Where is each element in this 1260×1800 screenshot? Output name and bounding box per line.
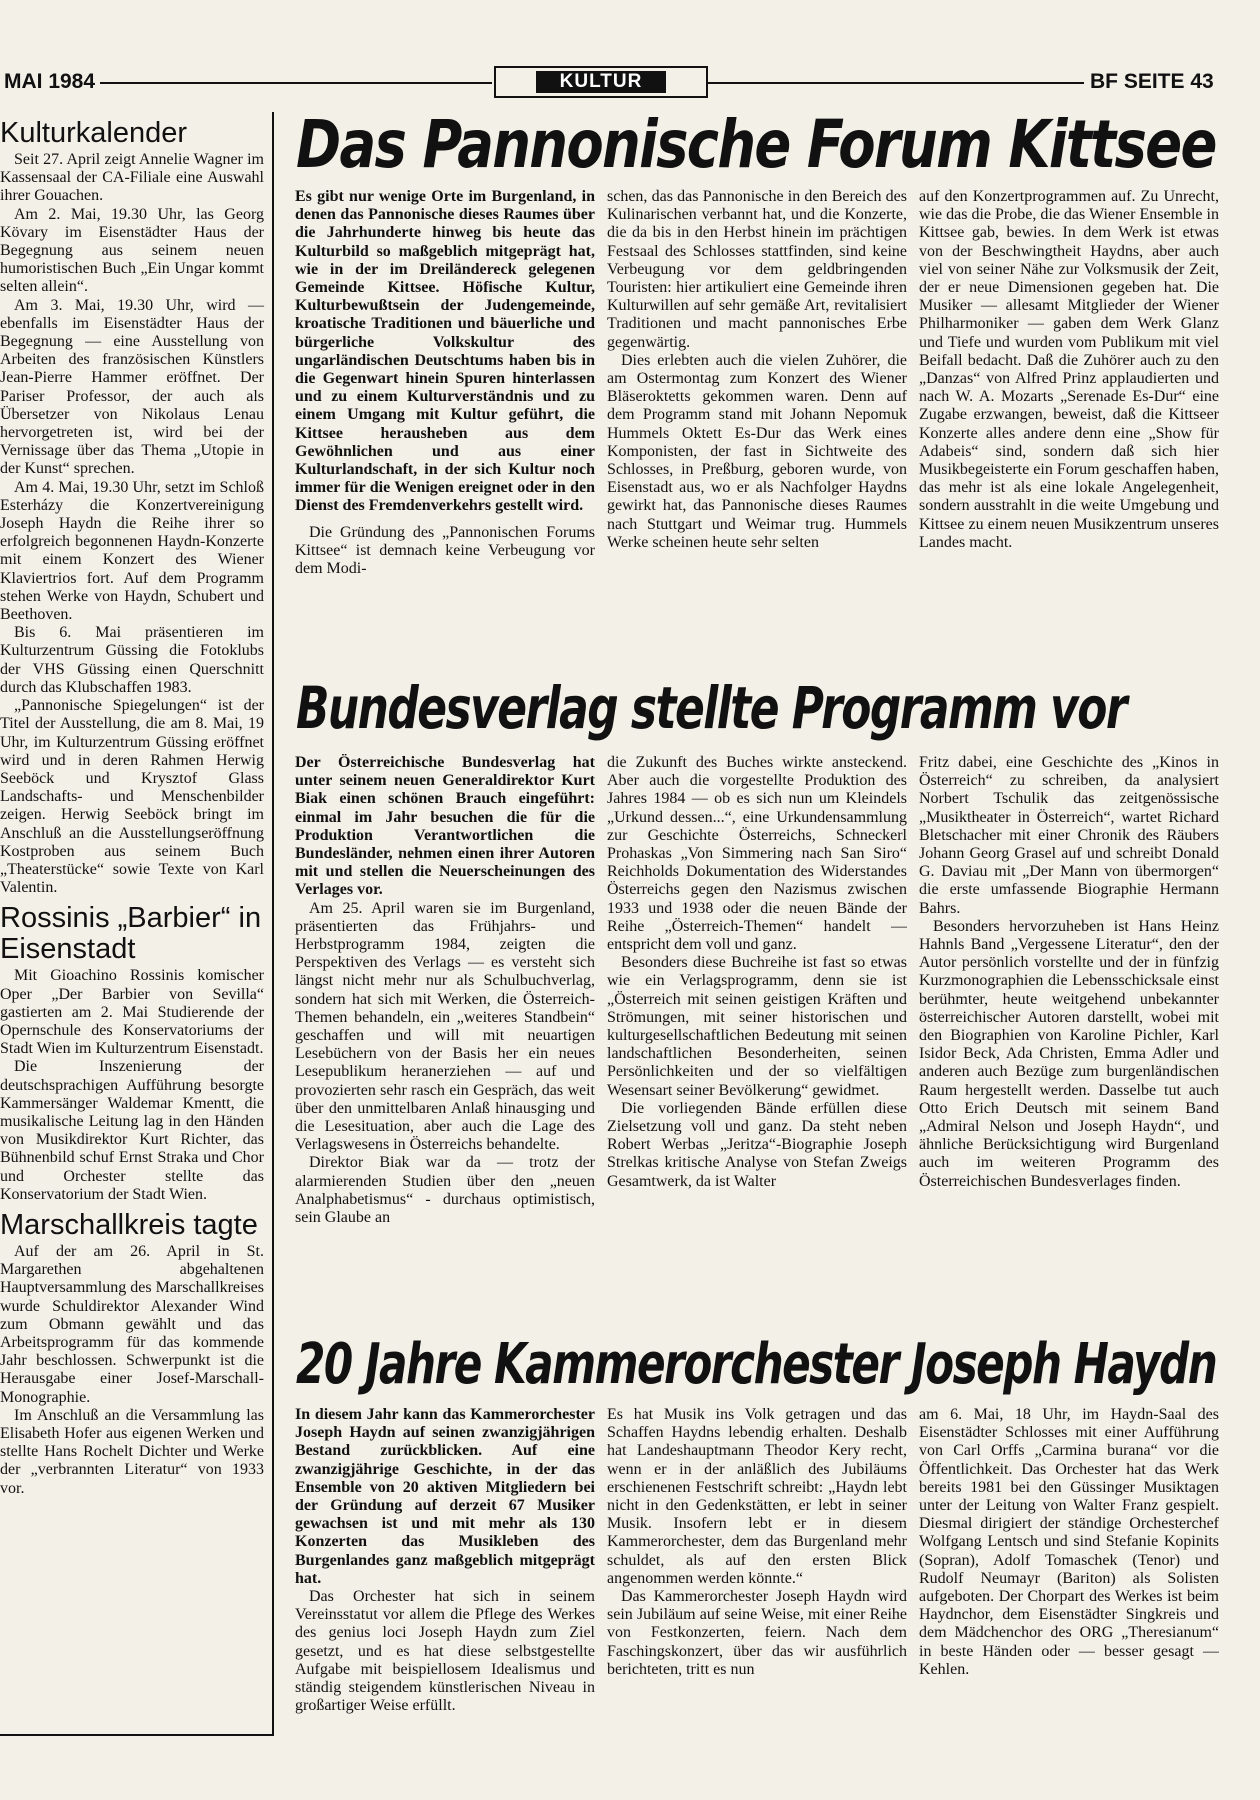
- rossini-block: [0, 903, 272, 1204]
- kulturkalender-paragraph: Am 4. Mai, 19.30 Uhr, setzt im Schloß Esterházy die Konzertvereinigung Joseph Haydn die Reihe ihrer so erfolgreich begonnenen Haydn-Konzerte mit einem Konzert des Wiener Klaviertrios fort. Auf dem Programm stehen Werke von Haydn, Schubert und Beethoven.: [0, 478, 264, 624]
- headline-kammerorchester: 20 Jahre Kammerorchester Joseph Haydn: [296, 1332, 1217, 1397]
- rossini-paragraph: Mit Gioachino Rossinis komischer Oper „Der Barbier von Sevilla“ gastierten am 2. Mai Studierende der Opernschule des Konservatoriums der Stadt Wien im Kulturzentrum Eisenstadt.: [0, 967, 264, 1058]
- article-paragraph: auf den Konzertprogrammen auf. Zu Unrecht, wie das die Probe, die das Wiener Ensemble in Kittsee gab, bewies. In dem Werk ist etwas von der Beschwingtheit Haydns, aber auch viel von seiner Nähe zur Volksmusik der Zeit, der er neue Dimensionen gegeben hat. Die Musiker — allesamt Mitglieder der Wiener Philharmoniker — gaben dem Werk Glanz und Tiefe und wurden vom Publikum mit viel Beifall bedacht. Daß die Zuhörer auch zu den „Danzas“ von Alfred Prinz applaudierten und nach W. A. Mozarts „Serenade Es-Dur“ eine Zugabe erzwangen, beweist, daß die Kittseer Konzerte alles andere denn eine „Show für Adabeis“ sind, sondern daß sich hier Musikbegeisterte ein Forum geschaffen haben, das mehr ist als eine lokale Angelegenheit, sondern ausstrahlt in die weite Umgebung und Kittsee zu einem neuen Musikzentrum unseres Landes macht.: [919, 188, 1219, 551]
- kulturkalender-block: [0, 118, 272, 897]
- article-paragraph: Besonders diese Buchreihe ist fast so etwas wie ein Verlagsprogramm, denn sie ist „Österreich mit seinen geistigen Kräften und Strömungen, mit seiner historischen und kulturgesellschaftlichen Bedeutung mit seinen landschaftlichen Besonderheiten, seinen Persönlichkeiten und der so vielfältigen Wesensart seiner Bevölkerung“ gewidmet.: [607, 954, 907, 1099]
- kulturkalender-paragraph: Seit 27. April zeigt Annelie Wagner im Kassensaal der CA-Filiale eine Auswahl ihrer Gouachen.: [0, 151, 264, 205]
- page-header: [0, 66, 1260, 96]
- kulturkalender-paragraph: Am 2. Mai, 19.30 Uhr, las Georg Kövary im Eisenstädter Haus der Begegnung aus seinem neuen humoristischen Buch „Ein Ungar kommt selten allein“.: [0, 205, 264, 296]
- article-paragraph: Die Gründung des „Pannonischen Forums Kittsee“ ist demnach keine Verbeugung vor dem Modi-: [295, 523, 595, 578]
- article-bundesverlag: [295, 754, 1220, 1316]
- issue-date: MAI 1984: [4, 70, 96, 93]
- rossini-title: Rossinis „Barbier“ in Eisenstadt: [0, 902, 262, 966]
- kulturkalender-paragraph: „Pannonische Spiegelungen“ ist der Titel der Ausstellung, die am 8. Mai, 19 Uhr, im Kulturzentrum Güssing eröffnet wird und in deren Rahmen Herwig Seeböck und Krysztof Glass Landschafts- und Menschenbilder zeigen. Herwig Seeböck bringt im Anschluß an die Ausstellungseröffnung Kostproben aus seinem Buch „Theaterstücke“ sowie Texte von Karl Valentin.: [0, 697, 264, 897]
- article-column: [919, 754, 1219, 1316]
- article-paragraph: Die vorliegenden Bände erfüllen diese Zielsetzung voll und ganz. Da steht neben Robert Werbas „Jeritza“-Biographie Joseph Strelkas kritische Analyse von Stefan Zweigs Gesamtwerk, da ist Walter: [607, 1099, 907, 1190]
- marschallkreis-paragraph: Im Anschluß an die Versammlung las Elisabeth Hofer aus eigenen Werken und stellte Hans Rochelt Dichter und Werke der „verbrannten Literatur“ von 1933 vor.: [0, 1406, 264, 1497]
- article-kammerorchester: [295, 1406, 1220, 1736]
- kulturkalender-paragraph: Bis 6. Mai präsentieren im Kulturzentrum Güssing die Fotoklubs der VHS Güssing einen Querschnitt durch das Klubschaffen 1983.: [0, 624, 264, 696]
- article-column: [295, 188, 595, 660]
- article-paragraph: die Zukunft des Buches wirkte ansteckend. Aber auch die vorgestellte Produktion des Jahres 1984 — ob es sich nun um Kleindels „Urkund dessen...“, eine Urkundensammlung zur Geschichte Österreichs, Schneckerl Prohaskas „Von Simmering nach San Siro“ Reichholds Dokumentation des Widerstandes Österreichs gegen den Nazismus zwischen 1933 und 1938 oder die neuen Bände der Reihe „Österreich-Themen“ handelt — entspricht dem voll und ganz.: [607, 754, 907, 954]
- article-paragraph: Fritz dabei, eine Geschichte des „Kinos in Österreich“ zu schreiben, da analysiert Norbert Tschulik das zeitgenössische „Musiktheater in Österreich“, wartet Richard Bletschacher mit einer Chronik des Räubers Johann Georg Grasel auf und schreibt Donald G. Daviau mit „Der Mann von übermorgen“ die erste umfassende Biographie Hermann Bahrs.: [919, 754, 1219, 917]
- article-lead: In diesem Jahr kann das Kammerorchester Joseph Haydn auf seinen zwanzigjährigen Bestand zurückblicken. Auf eine zwanzigjährige Geschichte, in der das Ensemble von 20 aktiven Mitgliedern bei der Gründung auf derzeit 67 Musiker gewachsen ist und mit mehr als 130 Konzerten das Musikleben des Burgenlandes ganz maßgeblich mitgeprägt hat.: [295, 1406, 595, 1587]
- article-column: [295, 1406, 595, 1736]
- kulturkalender-paragraph: Am 3. Mai, 19.30 Uhr, wird — ebenfalls im Eisenstädter Haus der Begegnung — eine Ausstellung von Arbeiten des französischen Künstlers Jean-Pierre Hammer eröffnet. Der Pariser Professor, der auch als Übersetzer von Nikolaus Lenau hervorgetreten ist, wird bei der Vernissage über das Thema „Utopie in der Kunst“ sprechen.: [0, 296, 264, 478]
- marschallkreis-block: [0, 1210, 272, 1498]
- article-paragraph: Dies erlebten auch die vielen Zuhörer, die am Ostermontag zum Konzert des Wiener Bläseroktetts gekommen waren. Denn auf dem Programm stand mit Johann Nepomuk Hummels Oktett Es-Dur das Werk eines Komponisten, der fast in Sichtweite des Schlosses, in Preßburg, geboren wurde, von Eisenstadt aus, wo er als Nachfolger Haydns gewirkt hat, das Pannonische dieses Raumes nach Stuttgart und Weimar trug. Hummels Werke scheinen heute sehr selten: [607, 351, 907, 551]
- article-paragraph: am 6. Mai, 18 Uhr, im Haydn-Saal des Eisenstädter Schlosses mit einer Aufführung von Carl Orffs „Carmina burana“ vor die Öffentlichkeit. Das Orchester hat das Werk bereits 1981 bei den Güssinger Musiktagen unter der Leitung von Walter Franz gespielt. Diesmal dirigiert der ständige Orchesterchef Wolfgang Lentsch und sind Stefanie Kopinits (Sopran), Adolf Tomaschek (Tenor) und Rudolf Neumayr (Bariton) als Solisten aufgeboten. Der Chorpart des Werkes ist beim Haydnchor, dem Eisenstädter Singkreis und dem Mädchenchor des ORG „Theresianum“ in beste Händen oder — besser gesagt — Kehlen.: [919, 1406, 1219, 1678]
- article-column: [607, 188, 907, 660]
- section-label: KULTUR: [494, 66, 708, 98]
- article-paragraph: Am 25. April waren sie im Burgenland, präsentierten das Frühjahrs- und Herbstprogramm 1984, zeigten die Perspektiven des Verlags — es versteht sich längst nicht mehr nur als Schulbuchverlag, sondern hat sich mit Werken, die Österreich-Themen behandeln, ein „weiteres Standbein“ geschaffen und will mit neuartigen Lesebüchern von der Basis her ein neues Lesepublikum heranerziehen — auf und provozierten sehr rasch ein Gespräch, das weit über den unmittelbaren Anlaß hinausging und die Lesesituation, aber auch die Lage des Verlagswesens in Österreichs behandelte.: [295, 899, 595, 1154]
- header-rule-right: [706, 82, 1084, 84]
- article-column: [295, 754, 595, 1316]
- article-paragraph: Das Orchester hat sich in seinem Vereinsstatut vor allem die Pflege des Werkes des genius loci Joseph Haydn zum Ziel gesetzt, und es hat diese selbstgestellte Aufgabe mit beispiellosem Idealismus und ständig steigendem künstlerischen Niveau in großartiger Weise erfüllt.: [295, 1588, 595, 1715]
- article-column: [919, 1406, 1219, 1736]
- article-column: [607, 1406, 907, 1736]
- marschallkreis-paragraph: Auf der am 26. April in St. Margarethen abgehaltenen Hauptversammlung des Marschallkreises wurde Schuldirektor Alexander Wind zum Obmann gewählt und das Arbeitsprogramm für das kommende Jahr beschlossen. Schwerpunkt ist die Herausgabe einer Josef-Marschall-Monographie.: [0, 1242, 264, 1406]
- header-rule-left: [100, 82, 492, 84]
- article-column: [607, 754, 907, 1316]
- headline-bundesverlag: Bundesverlag stellte Programm vor: [296, 674, 1127, 742]
- article-lead: Es gibt nur wenige Orte im Burgenland, in denen das Pannonische dieses Raumes über die Jahrhunderte hinweg bis heute das Kulturbild so maßgeblich mitgeprägt hat, wie in der im Dreiländereck gelegenen Gemeinde Kittsee. Höfische Kultur, Kulturbewußtsein der Judengemeinde, kroatische Traditionen und bäuerliche und bürgerliche Volkskultur des ungarländischen Deutschtums haben bis in die Gegenwart hinein Spuren hinterlassen und zu einem Kulturverständnis und zu einem Umgang mit Kultur geführt, die Kittsee herausheben aus dem Gewöhnlichen und aus einer Kulturlandschaft, in der sich Kultur noch immer für die Wenigen ereignet oder in den Dienst des Fremdenverkehrs gestellt wird.: [295, 188, 595, 515]
- article-paragraph: schen, das das Pannonische in den Bereich des Kulinarischen verbannt hat, und die Konzerte, die da bis in den Herbst hinein im prächtigen Festsaal des Schlosses stattfinden, sind keine Verbeugung vor dem geldbringenden Touristen: hier artikuliert eine Gemeinde ihren Kulturwillen auf sehr gemäße Art, revitalisiert Traditionen und macht pannonisches Erbe gegenwärtig.: [607, 188, 907, 351]
- sidebar-culture-calendar: [0, 112, 274, 1736]
- article-paragraph: Es hat Musik ins Volk getragen und das Schaffen Haydns lebendig erhalten. Deshalb hat Landeshauptmann Theodor Kery recht, wenn er in der anläßlich des Jubiläums erschienenen Festschrift schreibt: „Haydn lebt nicht in den Gedenkstätten, er lebt in seiner Musik. Insofern lebt er in diesem Kammerorchester, dem das Burgenland mehr schuldet, als auf den ersten Blick angenommen werden könnte.“: [607, 1406, 907, 1587]
- article-column: [919, 188, 1219, 660]
- page-number: BF SEITE 43: [1090, 70, 1214, 93]
- article-paragraph: Das Kammerorchester Joseph Haydn wird sein Jubiläum auf seine Weise, mit einer Reihe von Festkonzerten, feiern. Nach dem Faschingskonzert, über das wir ausführlich berichteten, tritt es nun: [607, 1588, 907, 1678]
- rossini-paragraph: Die Inszenierung der deutschsprachigen Aufführung besorgte Kammersänger Waldemar Kmentt, die musikalische Leitung lag in den Händen von Musikdirektor Kurt Richter, das Bühnenbild schuf Ernst Straka und Chor und Orchester stellte das Konservatorium der Stadt Wien.: [0, 1058, 264, 1203]
- article-paragraph: Besonders hervorzuheben ist Hans Heinz Hahnls Band „Vergessene Literatur“, den der Autor persönlich vorstellte und der in fünfzig Kurzmonographien die Lebensschicksale einst berühmter, heute weitgehend unbekannter österreichischer Autoren darstellt, wobei mit den Biographien von Karoline Pichler, Karl Isidor Beck, Ada Christen, Emma Adler und anderen auch Bezüge zum burgenländischen Raum hergestellt werden. Dasselbe tut auch Otto Erich Deutsch mit seinem Band „Admiral Nelson und Joseph Haydn“, und ähnliche Berücksichtigung wird Burgenland auch im weiteren Programm des Österreichischen Bundesverlages finden.: [919, 917, 1219, 1190]
- article-paragraph: Direktor Biak war da — trotz der alarmierenden Studien über den „neuen Analphabetismus“ - durchaus optimistisch, sein Glaube an: [295, 1154, 595, 1227]
- kulturkalender-title: Kulturkalender: [0, 117, 187, 149]
- article-forum-kittsee: [295, 188, 1220, 660]
- article-lead: Der Österreichische Bundesverlag hat unter seinem neuen Generaldirektor Kurt Biak einen schönen Brauch eingeführt: einmal im Jahr besuchen die für die Produktion Verantwortlichen die Bundesländer, nehmen einen ihrer Autoren mit und stellen die Neuerscheinungen des Verlages vor.: [295, 754, 595, 899]
- marschallkreis-title: Marschallkreis tagte: [0, 1208, 258, 1241]
- headline-forum-kittsee: Das Pannonische Forum Kittsee: [296, 106, 1216, 183]
